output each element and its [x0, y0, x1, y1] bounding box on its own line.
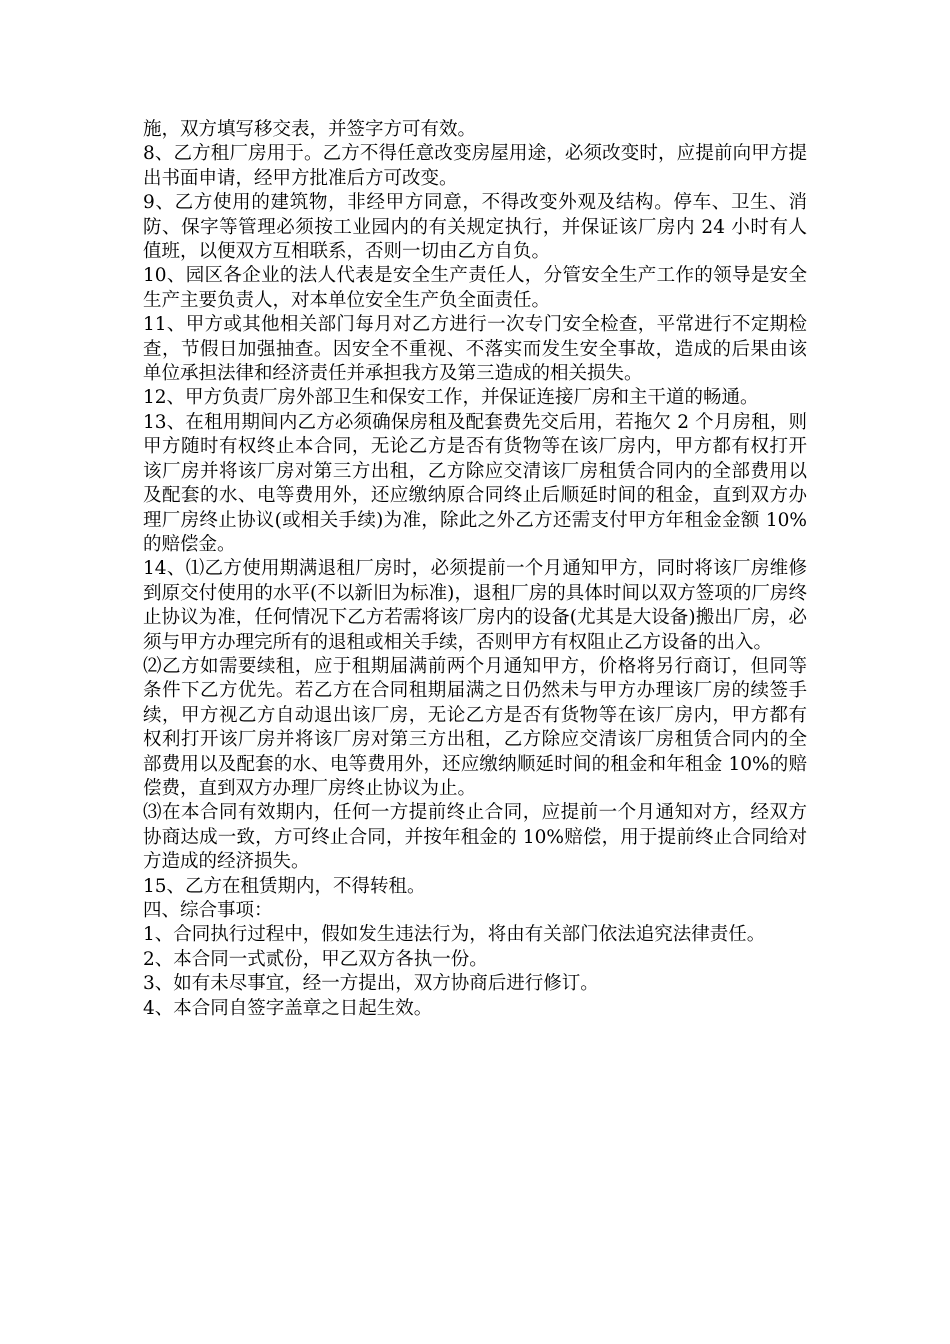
- clause-14-2-renewal: ⑵乙方如需要续租，应于租期届满前两个月通知甲方，价格将另行商订，但同等条件下乙方优先。若乙方在合同租期届满之日仍然未与甲方办理该厂房的续签手续，甲方视乙方自动退出该厂房，无论乙方是否有货物等在该厂房内，甲方都有权利打开该厂房并将该厂房对第三方出租，乙方除应交清该厂房租赁合同内的全部费用以及配套的水、电等费用外，还应缴纳顺延时间的租金和年租金 10%的赔偿费，直到双方办理厂房终止协议为止。: [143, 655, 807, 799]
- clause-8-usage: 8、乙方租厂房用于。乙方不得任意改变房屋用途，必须改变时，应提前向甲方提出书面申请，经甲方批准后方可改变。: [143, 143, 807, 189]
- paragraph-handover-signature: 施，双方填写移交表，并签字方可有效。: [143, 119, 477, 140]
- clause-15-sublease: 15、乙方在租赁期内，不得转租。: [143, 875, 426, 897]
- clause-12-sanitation-security: 12、甲方负责厂房外部卫生和保安工作，并保证连接厂房和主干道的畅通。: [143, 387, 759, 409]
- document-body: [143, 118, 807, 1021]
- clause-10-safety-responsibility: 10、园区各企业的法人代表是安全生产责任人，分管安全生产工作的领导是安全生产主要负责人，对本单位安全生产负全面责任。: [143, 265, 807, 311]
- general-item-4: 4、本合同自签字盖章之日起生效。: [143, 997, 433, 1019]
- clause-13-rent-payment: 13、在租用期间内乙方必须确保房租及配套费先交后用，若拖欠 2 个月房租，则甲方随时有权终止本合同，无论乙方是否有货物等在该厂房内，甲方都有权打开该厂房并将该厂房对第三方出租，乙方除应交清该厂房租赁合同内的全部费用以及配套的水、电等费用外，还应缴纳原合同终止后顺延时间的租金，直到双方办理厂房终止协议(或相关手续)为准，除此之外乙方还需支付甲方年租金金额 10%的赔偿金。: [143, 411, 807, 555]
- clause-9-building: 9、乙方使用的建筑物，非经甲方同意，不得改变外观及结构。停车、卫生、消防、保字等管理必须按工业园内的有关规定执行，并保证该厂房内 24 小时有人值班，以便双方互相联系，否则一切由乙方自负。: [143, 192, 807, 263]
- general-item-1: 1、合同执行过程中，假如发生违法行为，将由有关部门依法追究法律责任。: [143, 924, 766, 946]
- general-item-2: 2、本合同一式贰份，甲乙双方各执一份。: [143, 948, 488, 970]
- clause-14-1-termination: 14、⑴乙方使用期满退租厂房时，必须提前一个月通知甲方，同时将该厂房维修到原交付使用的水平(不以新旧为标准)，退租厂房的具体时间以双方签项的厂房终止协议为准，任何情况下乙方若需将该厂房内的设备(尤其是大设备)搬出厂房，必须与甲方办理完所有的退租或相关手续，否则甲方有权阻止乙方设备的出入。: [143, 558, 807, 653]
- general-item-3: 3、如有未尽事宜，经一方提出，双方协商后进行修订。: [143, 973, 599, 995]
- clause-14-3-early-termination: ⑶在本合同有效期内，任何一方提前终止合同，应提前一个月通知对方，经双方协商达成一致，方可终止合同，并按年租金的 10%赔偿，用于提前终止合同给对方造成的经济损失。: [143, 802, 807, 873]
- clause-11-safety-inspection: 11、甲方或其他相关部门每月对乙方进行一次专门安全检查，平常进行不定期检查，节假日加强抽查。因安全不重视、不落实而发生安全事故，造成的后果由该单位承担法律和经济责任并承担我方及第三造成的相关损失。: [143, 314, 807, 385]
- section-heading-general: 四、综合事项：: [143, 900, 273, 921]
